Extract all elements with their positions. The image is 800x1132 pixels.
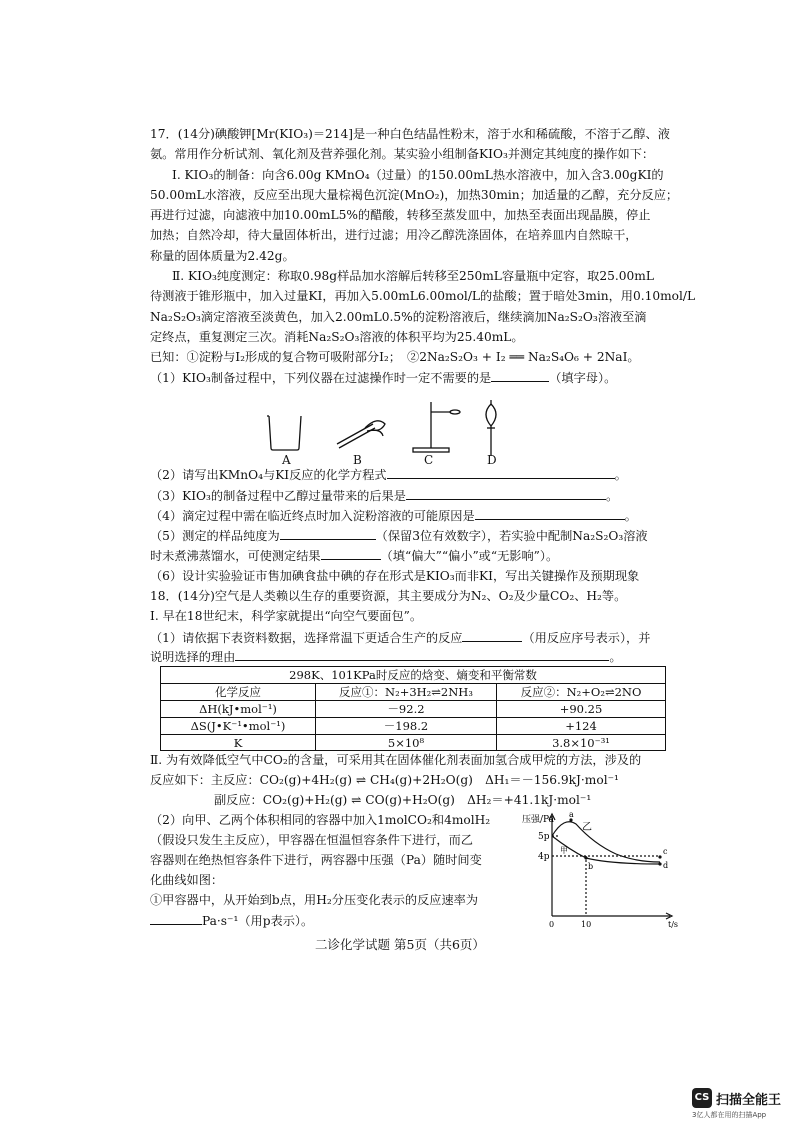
label-b: B <box>353 453 362 467</box>
q17-sub2-text: （2）请写出KMnO₄与KI反应的化学方程式 <box>150 468 387 482</box>
q17-known: 已知：①淀粉与I₂形成的复合物可吸附部分I₂； ②2Na₂S₂O₃ + I₂ ══ Na₂S₄O₆ + 2NaI。 <box>150 350 640 364</box>
q18-ii-line-2: 反应如下：主反应：CO₂(g)+4H₂(g) ⇌ CH₄(g)+2H₂O(g) ΔH₁＝－156.9kJ·mol⁻¹ <box>150 773 619 787</box>
q18-sub2-line-3: 容器则在绝热恒容条件下进行，两容器中压强（Pa）随时间变 <box>150 853 482 867</box>
table-cell: 5×10⁸ <box>316 735 497 751</box>
q18-sub2-line-5: ①甲容器中，从开始到b点，用H₂分压变化表示的反应速率为 <box>150 893 479 907</box>
graph-xlabel: t/s <box>668 920 679 929</box>
q17-sub5 <box>150 527 670 544</box>
table-header: 化学反应 <box>161 684 316 701</box>
label-c: C <box>424 453 434 467</box>
q18-sub1-text: （1）请依据下表资料数据，选择常温下更适合生产的反应 <box>150 631 463 645</box>
graph-pt-d: d <box>663 861 669 870</box>
apparatus-figure <box>255 398 525 468</box>
period: 。 <box>605 489 619 503</box>
q17-line-1: 17．(14分)碘酸钾[Mr(KIO₃)＝214]是一种白色结晶性粉末，溶于水和稀硫酸，不溶于乙醇、液 <box>150 127 670 141</box>
thermo-table <box>160 666 666 751</box>
beaker-icon <box>267 416 301 450</box>
table-header: 反应②：N₂+O₂⇌2NO <box>497 684 666 701</box>
q18-sub1-text2: 说明选择的理由 <box>150 650 236 664</box>
q17-sub1-tail: （填字母）。 <box>549 371 617 385</box>
point-d <box>658 862 661 865</box>
table-row <box>161 718 666 735</box>
q17-sub1-text: （1）KIO₃制备过程中，下列仪器在过滤操作时一定不需要的是 <box>150 371 492 385</box>
answer-blank <box>280 527 376 540</box>
camscanner-logo-icon: CS <box>692 1088 712 1108</box>
q17-line-9: 待测液于锥形瓶中，加入过量KI，再加入5.00mL6.00mol/L的盐酸；置于暗处3min，用0.10mol/L <box>150 289 696 303</box>
point-b <box>584 856 587 859</box>
q18-sub2-line-2: （假设只发生主反应），甲容器在恒温恒容条件下进行，而乙 <box>150 833 473 847</box>
q17-sub5-tail: （填“偏大”“偏小”或“无影响”）。 <box>380 549 559 563</box>
label-d: D <box>487 453 497 467</box>
q17-line-5: 再进行过滤，向滤液中加10.00mL5%的醋酸，转移至蒸发皿中，加热至表面出现晶膜，停止 <box>150 208 651 222</box>
brand-slogan: 3亿人都在用的扫描App <box>692 1111 767 1119</box>
period: 。 <box>614 468 627 482</box>
table-cell: +90.25 <box>497 701 666 718</box>
q18-sub2-line-6 <box>150 912 505 929</box>
graph-x0: 0 <box>549 920 555 929</box>
answer-blank <box>387 466 615 479</box>
table-cell: －198.2 <box>316 718 497 735</box>
answer-blank <box>462 629 522 642</box>
point-c <box>658 855 661 858</box>
q17-sub4 <box>150 507 670 524</box>
period: 。 <box>609 650 622 664</box>
brand-name: 扫描全能王 <box>716 1093 782 1108</box>
graph-x10: 10 <box>581 920 592 929</box>
q18-ii-line-1: Ⅱ. 为有效降低空气中CO₂的含量，可采用其在固体催化剂表面加氢合成甲烷的方法，涉及的 <box>150 753 642 767</box>
q17-sub3 <box>150 487 670 504</box>
q17-line-3: Ⅰ. KIO₃的制备：向含6.00g KMnO₄（过量）的150.00mL热水溶液中，加入含3.00gKI的 <box>172 168 664 182</box>
q17-line-7: 称量的固体质量为2.42g。 <box>150 249 295 263</box>
q18-sub1 <box>150 629 670 646</box>
graph-pt-a: a <box>569 810 574 819</box>
answer-blank <box>150 912 202 925</box>
table-cell: ΔS(J•K⁻¹•mol⁻¹) <box>161 718 316 735</box>
q17-line-2: 氨。常用作分析试剂、氧化剂及营养强化剂。某实验小组制备KIO₃并测定其纯度的操作如下： <box>150 147 655 161</box>
q17-sub6: （6）设计实验验证市售加碘食盐中碘的存在形式是KIO₃而非KI，写出关键操作及预期现象 <box>150 569 640 583</box>
q18-sub2-tail: Pa·s⁻¹（用p表示）。 <box>202 914 314 928</box>
q17-sub5-text: （5）测定的样品纯度为 <box>150 529 280 543</box>
q17-line-11: 定终点，重复测定三次。消耗Na₂S₂O₃溶液的体积平均为25.40mL。 <box>150 330 524 344</box>
graph-y4p: 4p <box>538 852 550 862</box>
answer-blank <box>475 507 625 520</box>
q17-line-10: Na₂S₂O₃滴定溶液至淡黄色，加入2.00mL0.5%的淀粉溶液后，继续滴加Na₂S₂O₃溶液至滴 <box>150 310 647 324</box>
page-footer: 二诊化学试题 第5页（共6页） <box>315 937 485 952</box>
q17-line-4: 50.00mL水溶液，反应至出现大量棕褐色沉淀(MnO₂)，加热30min；加适量的乙醇，充分反应； <box>150 188 679 202</box>
table-cell: －92.2 <box>316 701 497 718</box>
q18-ii-line-3: 副反应：CO₂(g)+H₂(g) ⇌ CO(g)+H₂O(g) ΔH₂＝+41.1kJ·mol⁻¹ <box>214 793 592 807</box>
separatory-funnel-icon <box>486 400 496 456</box>
q18-line-1: 18．(14分)空气是人类赖以生存的重要资源，其主要成分为N₂、O₂及少量CO₂、H₂等。 <box>150 589 627 603</box>
q18-sub1-mid: （用反应序号表示），并 <box>522 631 651 645</box>
q18-sub2-line-4: 化曲线如图： <box>150 873 224 887</box>
q18-sub2-line-1: （2）向甲、乙两个体积相同的容器中加入1molCO₂和4molH₂ <box>150 813 491 827</box>
q18-sub1-line2 <box>150 648 670 665</box>
q17-sub1 <box>150 369 670 386</box>
table-cell: ΔH(kJ•mol⁻¹) <box>161 701 316 718</box>
ring-stand-icon <box>413 402 460 452</box>
graph-pt-c: c <box>663 847 668 856</box>
pressure-time-graph <box>520 806 690 930</box>
answer-blank <box>491 369 549 382</box>
table-cell: K <box>161 735 316 751</box>
label-a: A <box>282 453 291 467</box>
q17-line-8: Ⅱ. KIO₃纯度测定：称取0.98g样品加水溶解后转移至250mL容量瓶中定容，取25.00mL <box>172 269 654 283</box>
answer-blank <box>406 487 606 500</box>
graph-curve-jia-label: 甲 <box>560 846 568 855</box>
answer-blank <box>235 648 609 661</box>
crucible-tongs-icon <box>337 421 385 448</box>
q18-line-2: Ⅰ. 早在18世纪末，科学家就提出“向空气要面包”。 <box>150 609 423 623</box>
table-title: 298K、101KPa时反应的焓变、熵变和平衡常数 <box>161 667 666 684</box>
graph-ylabel: 压强/Pa <box>522 815 555 825</box>
q17-sub4-text: （4）滴定过程中需在临近终点时加入淀粉溶液的可能原因是 <box>150 509 475 523</box>
period: 。 <box>624 509 637 523</box>
answer-blank <box>321 547 381 560</box>
table-cell: +124 <box>497 718 666 735</box>
table-header: 反应①：N₂+3H₂⇌2NH₃ <box>316 684 497 701</box>
table-row <box>161 735 666 751</box>
q17-sub5-mid: （保留3位有效数字），若实验中配制Na₂S₂O₃溶液 <box>375 529 648 543</box>
table-row <box>161 701 666 718</box>
graph-pt-b: b <box>588 862 594 871</box>
graph-curve-yi-label: 乙 <box>582 822 592 833</box>
q17-line-6: 加热；自然冷却，待大量固体析出，进行过滤；用冷乙醇洗涤固体，在培养皿内自然晾干， <box>150 228 638 242</box>
q17-sub5-text2: 时未煮沸蒸馏水，可使测定结果 <box>150 549 321 563</box>
table-cell: 3.8×10⁻³¹ <box>497 735 666 751</box>
graph-y5p: 5p <box>538 832 550 842</box>
curve-jia <box>552 836 660 864</box>
q17-sub2 <box>150 466 670 483</box>
q17-sub3-text: （3）KIO₃的制备过程中乙醇过量带来的后果是 <box>150 489 406 503</box>
q17-sub5-line2 <box>150 547 670 564</box>
